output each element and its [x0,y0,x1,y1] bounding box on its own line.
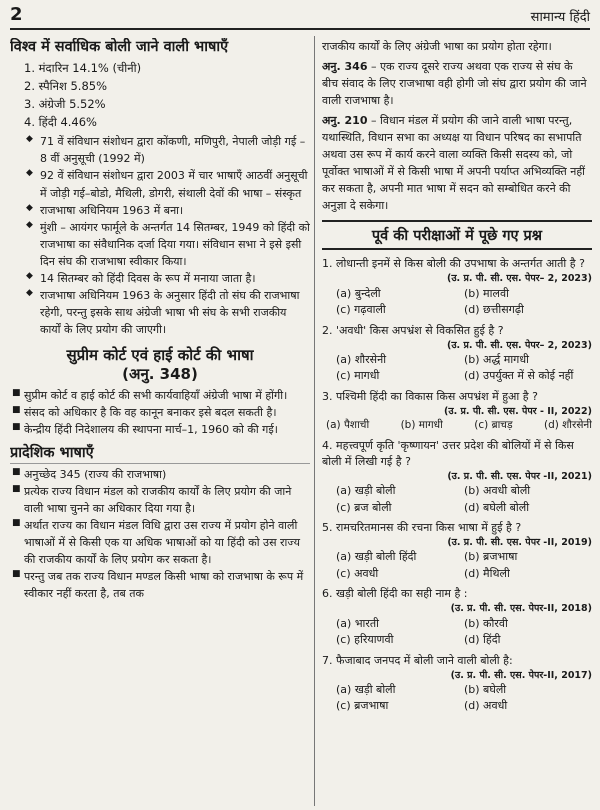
option: (c) ब्राचड़ [474,419,513,432]
list-item: 2. स्पैनिश 5.85% [24,78,108,93]
question-text: 5. रामचरितमानस की रचना किस भाषा में हुई है ? [322,521,522,535]
question [322,520,592,582]
option: (d) बघेली बोली [464,500,530,514]
regional-heading: प्रादेशिक भाषाएँ [10,442,310,464]
option: (d) हिंदी [464,633,501,647]
question-options [322,418,592,434]
list-item: 3. अंग्रेजी 5.52% [24,96,106,111]
question-text: 3. पश्चिमी हिंदी का विकास किस अपभ्रंश में हुआ है ? [322,389,538,403]
option: (c) हरियाणवी [336,633,394,647]
list-item: ◆ 14 सितम्बर को हिंदी दिवस के रूप में मनाया जाता है। [10,270,310,287]
option: (d) शौरसेनी [543,419,592,432]
article-label: अनु. 346 [322,60,368,74]
court-subheading: (अनु. 348) [122,365,198,384]
option: (b) बघेली [464,682,507,696]
question-options [322,286,592,319]
facts-list [10,133,310,338]
option: (a) भारती [336,616,380,630]
question [322,323,592,385]
question-source: (उ. प्र. पी. सी. एस. पेपर-II, 2018) [450,603,592,615]
court-heading-text: सुप्रीम कोर्ट एवं हाई कोर्ट की भाषा [66,345,254,364]
questions-list [322,256,592,714]
list-item: ■ केन्द्रीय हिंदी निदेशालय की स्थापना मार्च–1, 1960 को की गई। [10,421,310,438]
question-text: 7. फैजाबाद जनपद में बोली जाने वाली बोली है: [322,653,513,667]
list-item: ■ प्रत्येक राज्य विधान मंडल को राजकीय कार्यों के लिए प्रयोग की जाने वाली भाषा चुनने का अधिकार दिया गया है। [10,483,310,517]
question-source: (उ. प्र. पी. सी. एस. पेपर-II, 2017) [450,669,592,681]
article-label: अनु. 210 [322,114,368,128]
question-options [322,549,592,582]
list-item: ■ अर्थात राज्य का विधान मंडल विधि द्वारा उस राज्य में प्रयोग होने वाली भाषाओं में से किसी एक या अधिक भाषाओं को या हिंदी को उस राज्य की राजकीय कार्यों के लिए प्रयोग कर सकता है। [10,517,310,568]
page-number: 2 [10,4,23,25]
option: (c) अवधी [336,566,379,580]
question-text: 4. महत्त्वपूर्ण कृति 'कृष्णायन' उत्तर प्रदेश की बोलियों में से किस बोली में लिखी गई है ? [322,438,574,468]
option: (b) मालवी [464,286,509,300]
list-item: ■ संसद को अधिकार है कि वह कानून बनाकर इसे बदल सकती है। [10,404,310,421]
option: (a) खड़ी बोली [336,484,396,498]
question-source: (उ. प्र. पी. सी. एस. पेपर– 2, 2023) [447,273,592,285]
list-item: ◆ राजभाषा अधिनियम 1963 के अनुसार हिंदी तो संघ की राजभाषा रहेगी, परन्तु इसके साथ अंग्रेजी भाषा भी संघ के सभी राजकीय कार्यों के लिए प्रयोग की जाएगी। [10,287,310,338]
option: (b) अर्द्ध मागधी [464,352,529,366]
option: (c) गढ़वाली [336,303,386,317]
option: (a) पैशाची [326,419,370,432]
question-text: 6. खड़ी बोली हिंदी का सही नाम है : [322,587,468,601]
list-item: ■ सुप्रीम कोर्ट व हाई कोर्ट की सभी कार्यवाहियाँ अंग्रेजी भाषा में होंगी। [10,387,310,404]
article-text: – एक राज्य दूसरे राज्य अथवा एक राज्य से संघ के बीच संवाद के लिए राजभाषा वही होगी जो संघ द्वारा प्रयोग की जाने वाली राजभाषा है। [322,60,587,108]
list-item: ◆ राजभाषा अधिनियम 1963 में बना। [10,202,310,219]
list-item: ■ अनुच्छेद 345 (राज्य की राजभाषा) [10,466,310,483]
option: (d) छत्तीसगढ़ी [464,303,524,317]
regional-list [10,466,310,602]
option: (b) ब्रजभाषा [464,550,518,564]
article-text: – विधान मंडल में प्रयोग की जाने वाली भाषा परन्तु, यथास्थिति, विधान सभा का अध्यक्ष या विधान परिषद का सभापति अथवा उस रूप में कार्य करने वाला व्यक्ति किसी सदस्य को, जो पूर्वोक्त भाषाओं में से किसी भाषा में अपनी पर्याप्त अभिव्यक्ति नहीं कर सकता है, अपनी मात भाषा में सदन को सम्बोधित करने की अनुज्ञा दे सकेगा। [322,114,586,213]
exam-heading: पूर्व की परीक्षाओं में पूछे गए प्रश्न [322,220,592,250]
option: (b) अवधी बोली [464,484,531,498]
option: (d) मैथिली [464,566,510,580]
running-title: सामान्य हिंदी [530,10,590,25]
option: (c) ब्रजभाषा [336,699,389,713]
court-heading [10,346,310,385]
question [322,438,592,516]
question-text: 1. लोधान्ती इनमें से किस बोली की उपभाषा के अन्तर्गत आती है ? [322,257,585,271]
column-divider [314,36,315,806]
question-source: (उ. प्र. पी. सी. एस. पेपर– 2, 2023) [447,339,592,351]
question [322,586,592,648]
question-options [322,616,592,649]
question [322,653,592,715]
list-item: ◆ मुंशी – आयंगर फार्मूले के अन्तर्गत 14 सितम्बर, 1949 को हिंदी को राजभाषा का संवैधानिक दर्जा दिया गया। संविधान सभा ने इसे इसी दिन संघ की राजभाषा स्वीकार किया। [10,219,310,270]
article-346 [322,58,592,109]
list-item: 4. हिंदी 4.46% [24,114,97,129]
option: (a) खड़ी बोली [336,682,396,696]
question-source: (उ. प्र. पी. सी. एस. पेपर -II, 2019) [447,537,592,549]
page-header [10,0,590,30]
question-source: (उ. प्र. पी. सी. एस. पेपर - II, 2022) [444,405,592,417]
list-item: ■ परन्तु जब तक राज्य विधान मण्डल किसी भाषा को राजभाषा के रूप में स्वीकार नहीं करता है, तब तक [10,568,310,602]
question-options [322,682,592,715]
option: (b) कौरवी [464,616,508,630]
question-source: (उ. प्र. पी. सी. एस. पेपर -II, 2021) [447,470,592,482]
languages-heading: विश्व में सर्वाधिक बोली जाने वाली भाषाएँ [10,39,229,55]
list-item: ◆ 71 वें संविधान संशोधन द्वारा कोंकणी, मणिपुरी, नेपाली जोड़ी गई – 8 वीं अनुसूची (1992 में) [10,133,310,167]
option: (b) मागधी [400,419,443,432]
list-item: 1. मंदारिन 14.1% (चीनी) [24,61,142,76]
option: (a) खड़ी बोली हिंदी [336,550,417,564]
option: (c) ब्रज बोली [336,500,392,514]
continuation-text: राजकीय कार्यों के लिए अंग्रेजी भाषा का प्रयोग होता रहेगा। [322,40,552,53]
option: (d) अवधी [464,699,508,713]
court-list [10,387,310,438]
option: (a) शौरसेनी [336,352,387,366]
question-options [322,352,592,385]
left-column [10,38,310,806]
list-item: ◆ 92 वें संविधान संशोधन द्वारा 2003 में चार भाषाएँ आठवीं अनुसूची में जोड़ी गई–बोडो, मैथिली, डोगरी, संथाली देवों की भाषा – संस्कृत [10,167,310,201]
article-210 [322,112,592,214]
option: (d) उपर्युक्त में से कोई नहीं [464,369,574,383]
question-options [322,483,592,516]
option: (c) मागधी [336,369,380,383]
languages-list [10,60,310,131]
option: (a) बुन्देली [336,286,381,300]
question [322,256,592,318]
question [322,389,592,434]
right-column [322,38,592,806]
question-text: 2. 'अवधी' किस अपभ्रंश से विकसित हुई है ? [322,323,504,337]
